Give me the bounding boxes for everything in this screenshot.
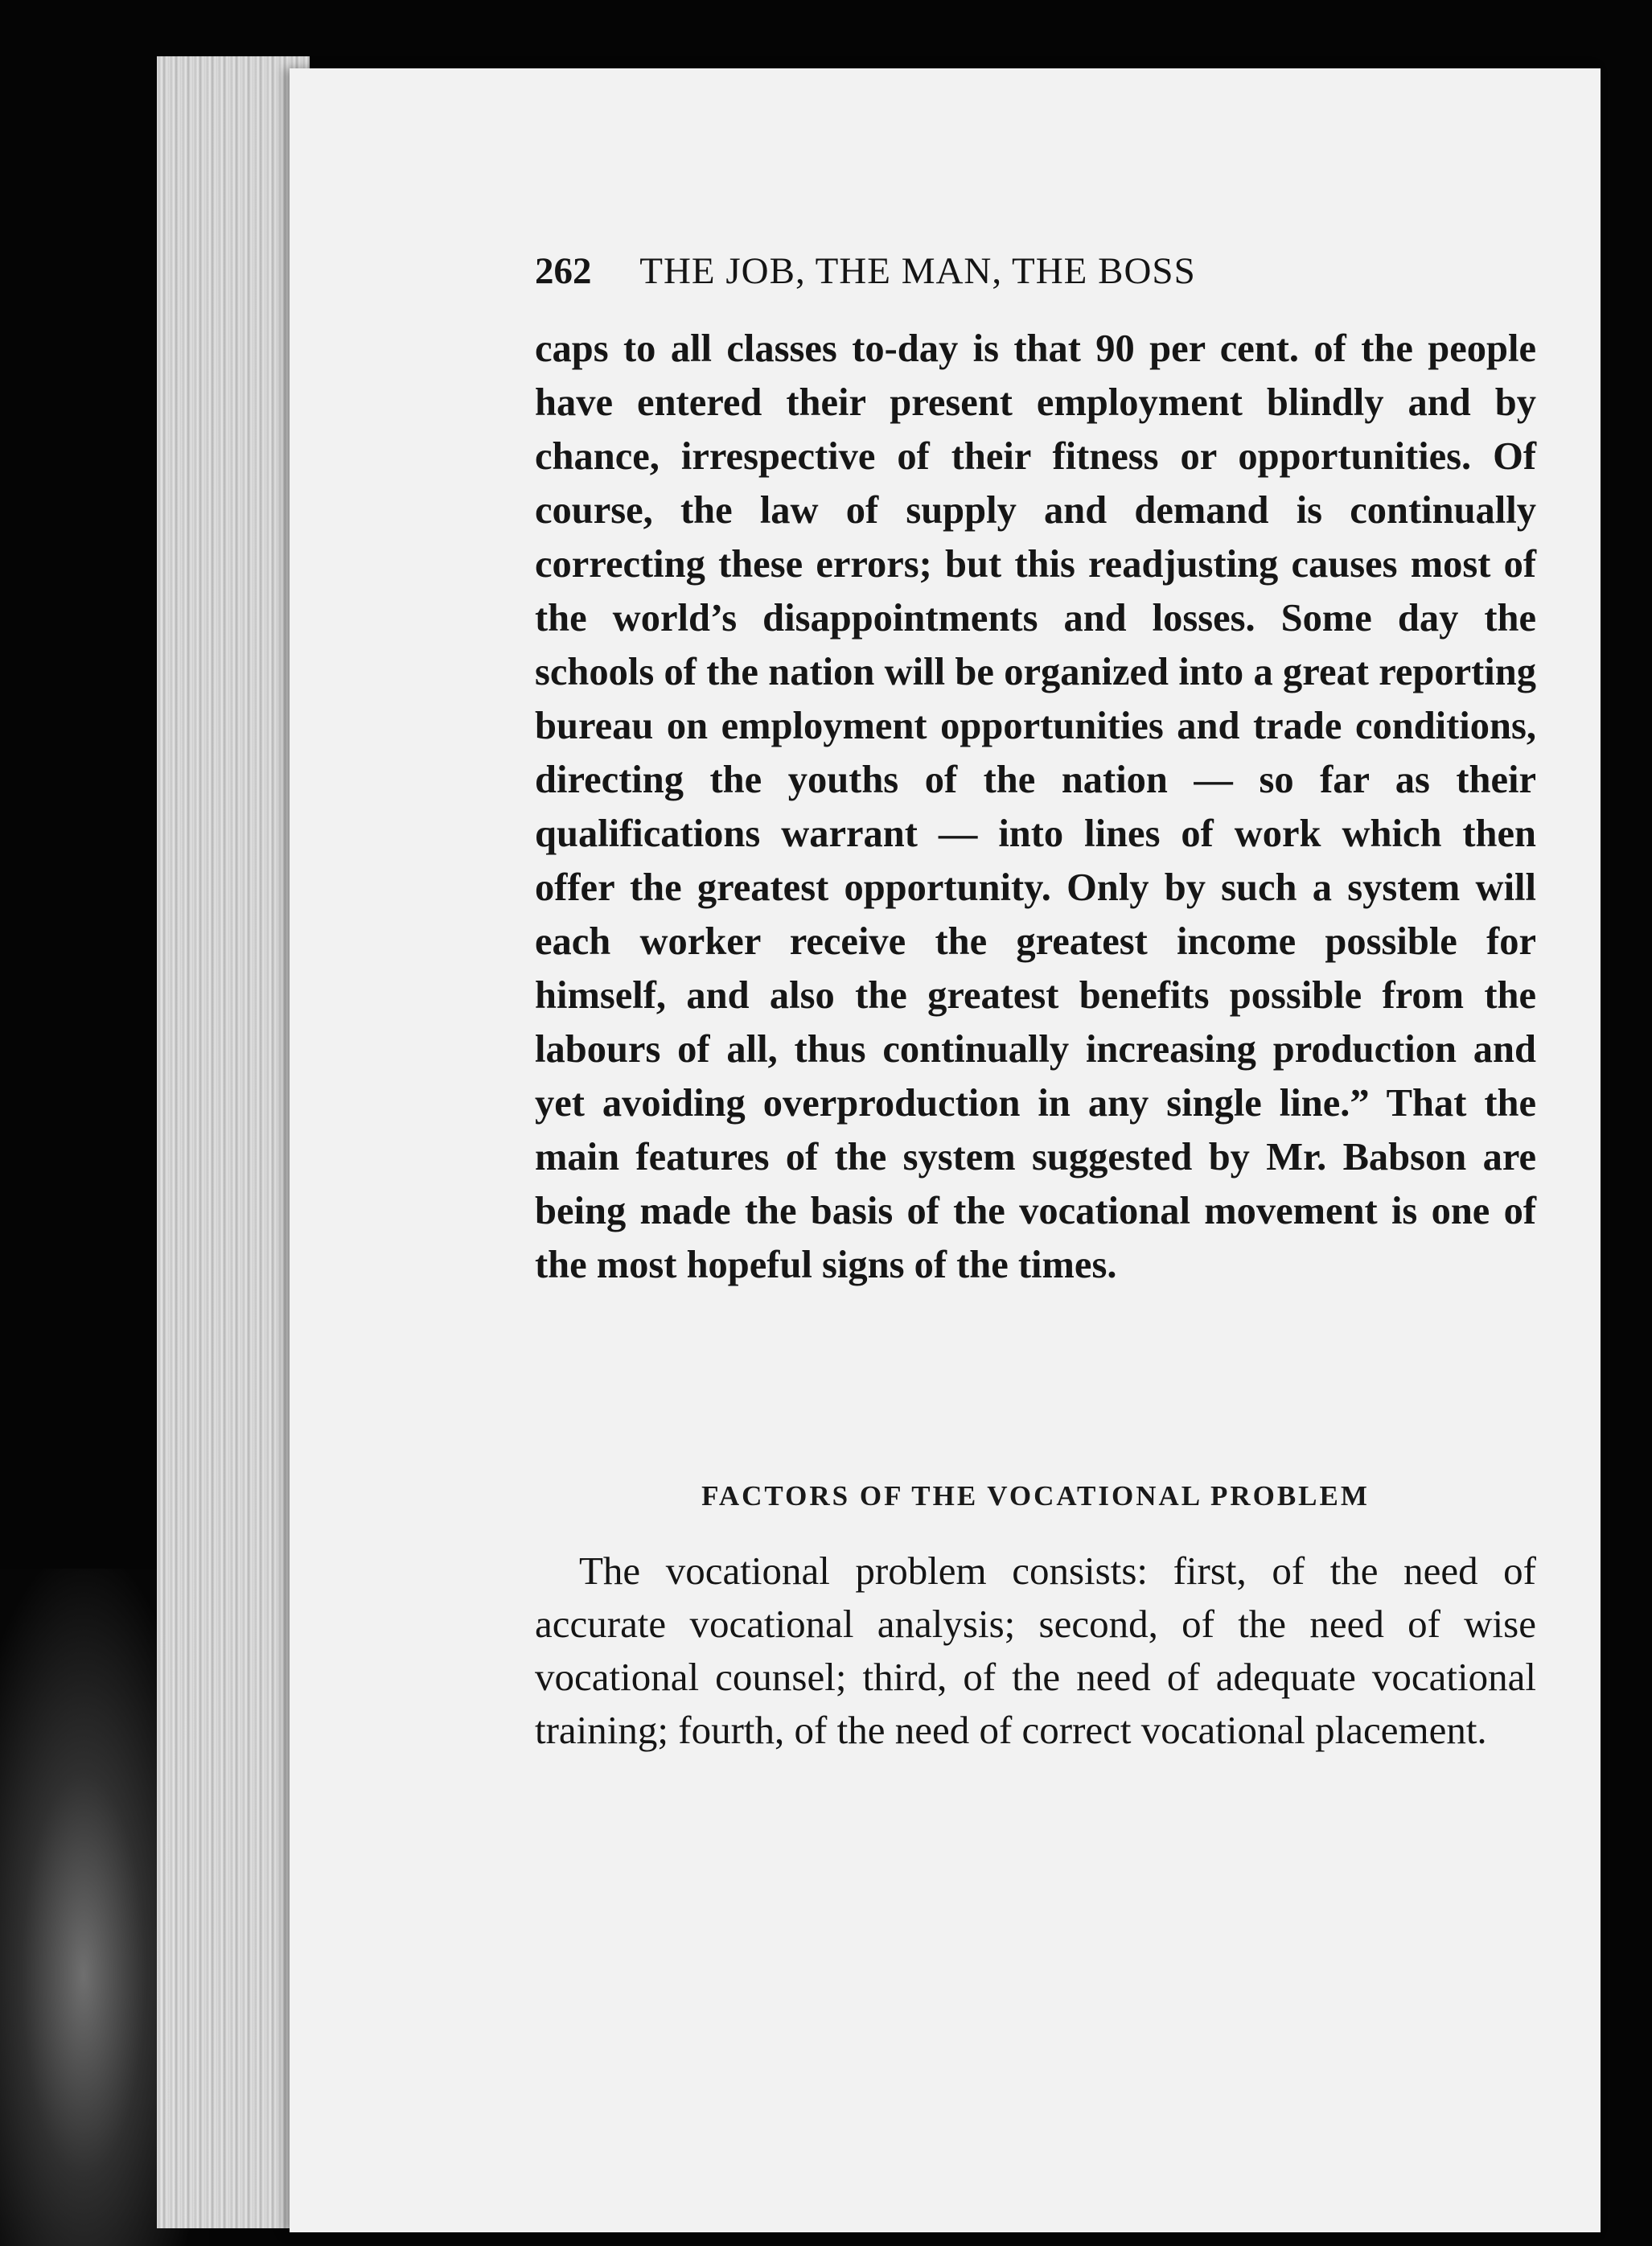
page-block-edges: [157, 56, 310, 2228]
running-head: [535, 249, 1652, 293]
section-paragraph: The vocational problem consists: first, of the need of accurate vocational analysis; second, of the need of wise vocational counsel; third, of the need of adequate vocational training; fourth, of the need of correct vocational placement.: [535, 1549, 1536, 1752]
running-head-title: THE JOB, THE MAN, THE BOSS: [639, 250, 1196, 292]
body-paragraph-block: [535, 322, 1536, 1292]
page-number: 262: [535, 250, 592, 292]
body-paragraph: caps to all classes to-day is that 90 per cent. of the people have entered their present employment blindly and by chance, irrespective of their fitness or opportunities. Of course, the law of supply and demand is continually correcting these errors; but this readjusting causes most of the world’s disappointments and losses. Some day the schools of the nation will be organized into a great reporting bureau on employment opportunities and trade conditions, directing the youths of the nation — so far as their qualifications warrant — into lines of work which then offer the greatest opportunity. Only by such a system will each worker receive the greatest income possible for himself, and also the greatest benefits possible from the labours of all, thus continually increasing production and yet avoiding overproduction in any single line.” That the main features of the system suggested by Mr. Babson are being made the basis of the vocational movement is one of the most hopeful signs of the times.: [535, 327, 1536, 1286]
book-page: [290, 68, 1601, 2232]
section-heading: FACTORS OF THE VOCATIONAL PROBLEM: [701, 1480, 1370, 1512]
